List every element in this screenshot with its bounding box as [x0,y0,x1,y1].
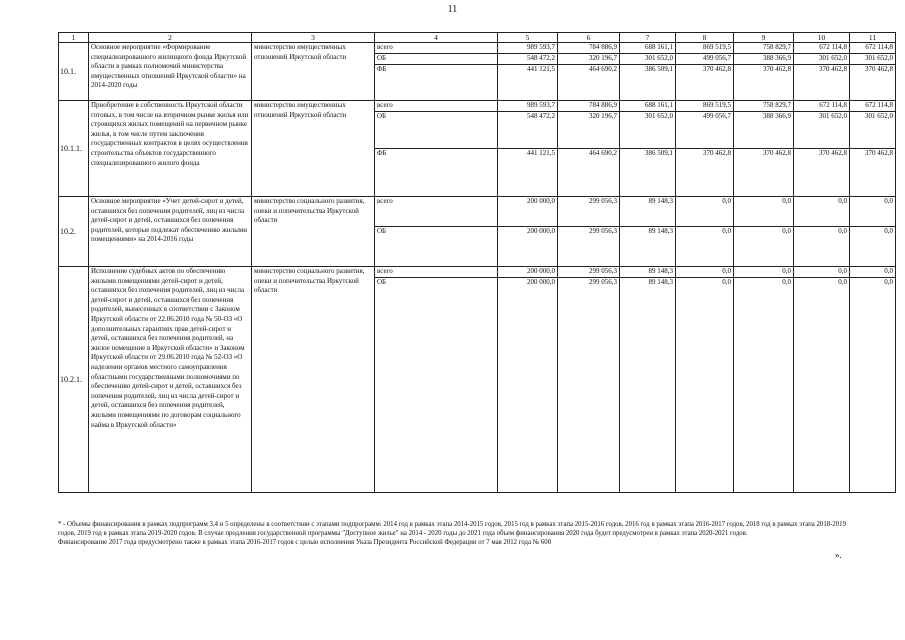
value-cell: 200 000,0 [498,277,558,492]
item-executor: министерство социального развития, опеки и попечительства Иркутской области [252,267,375,493]
header-cell: 3 [252,33,375,43]
funding-source: ФБ [375,65,498,101]
funding-source: всего [375,101,498,112]
value-cell: 499 056,7 [676,112,734,149]
header-cell: 6 [558,33,620,43]
value-cell: 320 196,7 [558,54,620,65]
value-cell: 672 114,8 [794,101,850,112]
value-cell: 688 161,1 [620,101,676,112]
funding-source: всего [375,267,498,278]
value-cell: 388 366,9 [734,112,794,149]
value-cell: 0,0 [676,267,734,278]
header-cell: 2 [89,33,252,43]
value-cell: 0,0 [794,277,850,492]
table-row [59,101,896,112]
table-row [59,267,896,278]
value-cell: 301 652,0 [620,112,676,149]
funding-table [58,32,896,493]
value-cell: 370 462,8 [734,65,794,101]
value-cell: 0,0 [676,277,734,492]
value-cell: 672 114,8 [850,101,896,112]
header-cell: 7 [620,33,676,43]
value-cell: 370 462,8 [676,65,734,101]
value-cell: 869 519,5 [676,101,734,112]
value-cell: 200 000,0 [498,267,558,278]
value-cell: 89 148,3 [620,267,676,278]
value-cell: 386 509,1 [620,149,676,197]
header-cell: 10 [794,33,850,43]
value-cell: 301 652,0 [794,112,850,149]
funding-source: всего [375,197,498,227]
header-cell: 1 [59,33,89,43]
header-cell: 8 [676,33,734,43]
funding-source: ОБ [375,112,498,149]
header-cell: 11 [850,33,896,43]
footnote-decree: Финансирование 2017 года предусмотрено также в рамках этапа 2016-2017 годов с целью исполнения Указа Президента Российской Федерации от 7 мая 2012 года № 600 [58,539,552,546]
value-cell: 0,0 [734,267,794,278]
item-executor: министерство имущественных отношений Иркутской области [252,43,375,101]
value-cell: 0,0 [850,227,896,267]
value-cell: 320 196,7 [558,112,620,149]
header-row [59,33,896,43]
item-number: 10.2.1. [59,267,89,493]
value-cell: 758 829,7 [734,43,794,54]
item-description: Основное мероприятие «Учет детей-сирот и детей, оставшихся без попечения родителей, лиц из числа детей-сирот и детей, оставшихся без попечения родителей, которые подлежат обеспечению жилыми помещениями» на 2014-2016 годы [89,197,252,267]
value-cell: 0,0 [734,277,794,492]
funding-source: всего [375,43,498,54]
value-cell: 0,0 [676,197,734,227]
value-cell: 441 121,5 [498,149,558,197]
value-cell: 370 462,8 [850,149,896,197]
header-cell: 5 [498,33,558,43]
closing-quote-mark: ». [835,550,842,560]
header-cell: 4 [375,33,498,43]
value-cell: 89 148,3 [620,197,676,227]
value-cell: 784 886,9 [558,43,620,54]
value-cell: 370 462,8 [794,149,850,197]
value-cell: 89 148,3 [620,277,676,492]
header-cell: 9 [734,33,794,43]
item-executor: министерство социального развития, опеки и попечительства Иркутской области [252,197,375,267]
value-cell: 688 161,1 [620,43,676,54]
value-cell: 0,0 [734,197,794,227]
value-cell: 989 593,7 [498,43,558,54]
value-cell: 0,0 [850,277,896,492]
funding-source: ОБ [375,54,498,65]
page-number: 11 [447,4,458,15]
value-cell: 989 593,7 [498,101,558,112]
item-number: 10.2. [59,197,89,267]
funding-source: ОБ [375,277,498,492]
value-cell: 0,0 [676,227,734,267]
value-cell: 672 114,8 [794,43,850,54]
value-cell: 388 366,9 [734,54,794,65]
value-cell: 301 652,0 [620,54,676,65]
item-number: 10.1. [59,43,89,101]
value-cell: 0,0 [850,197,896,227]
value-cell: 299 056,3 [558,277,620,492]
value-cell: 548 472,2 [498,112,558,149]
value-cell: 200 000,0 [498,197,558,227]
footnotes [58,520,858,547]
value-cell: 299 056,3 [558,267,620,278]
value-cell: 200 000,0 [498,227,558,267]
item-description: Приобретение в собственность Иркутской области готовых, в том числе на вторичном рынке жилья или строящихся жилых помещений на первичном рынке жилья, в том числе путем заключения государственных контрактов в целях осуществления строительства объектов государственного специализированного жилого фонда [89,101,252,197]
item-number: 10.1.1. [59,101,89,197]
value-cell: 301 652,0 [850,54,896,65]
table-row [59,197,896,227]
value-cell: 0,0 [850,267,896,278]
value-cell: 548 472,2 [498,54,558,65]
value-cell: 499 056,7 [676,54,734,65]
value-cell: 299 056,3 [558,227,620,267]
value-cell: 672 114,8 [850,43,896,54]
value-cell: 89 148,3 [620,227,676,267]
value-cell: 0,0 [794,267,850,278]
value-cell: 784 886,9 [558,101,620,112]
value-cell: 386 509,1 [620,65,676,101]
value-cell: 0,0 [794,197,850,227]
funding-source: ФБ [375,149,498,197]
value-cell: 370 462,8 [850,65,896,101]
value-cell: 370 462,8 [734,149,794,197]
funding-source: ОБ [375,227,498,267]
item-executor: министерство имущественных отношений Иркутской области [252,101,375,197]
value-cell: 299 056,3 [558,197,620,227]
value-cell: 441 121,5 [498,65,558,101]
value-cell: 0,0 [734,227,794,267]
item-description: Исполнение судебных актов по обеспечению жилыми помещениями детей-сирот и детей, оставшихся без попечения родителей, лиц из числа детей-сирот и детей, оставшихся без попечения родителей, вынесенных в соответствии с Законом Иркутской области от 22.06.2010 года № 50-ОЗ «О дополнительных гарантиях прав детей-сирот и детей, оставшихся без попечения родителей, на жилое помещение в Иркутской области» и Законом Иркутской области от 29.06.2010 года № 52-ОЗ «О наделении органов местного самоуправления областными государственными полномочиями по обеспечению детей-сирот и детей, оставшихся без попечения родителей, лиц из числа детей-сирот и детей, оставшихся без попечения родителей, жилыми помещениями по договорам социального найма в Иркутской области» [89,267,252,493]
table-row [59,43,896,54]
value-cell: 370 462,8 [676,149,734,197]
footnote-stages: * - Объемы финансирования в рамках подпрограмм 3,4 и 5 определены в соответствии с этапами подпрограмм: 2014 год в рамках этапа 2014-2015 годов, 2015 год в рамках этапа 2015-2016 годов, 2016 год в рамках этапа 2016-2017 годов, 2018 год в рамках этапа 2018-2019 годов, 2019 год в рамках этапа 2019-2020 годов. В случае продления государственной программы "Доступное жилье" на 2014 - 2020 годы до 2021 года объем финансирования 2020 года будет предусмотрен в рамках этапа 2020-2021 годов. [58,521,846,537]
value-cell: 370 462,8 [794,65,850,101]
value-cell: 301 652,0 [794,54,850,65]
value-cell: 464 690,2 [558,149,620,197]
value-cell: 464 690,2 [558,65,620,101]
value-cell: 869 519,5 [676,43,734,54]
value-cell: 301 652,0 [850,112,896,149]
value-cell: 0,0 [794,227,850,267]
item-description: Основное мероприятие «Формирование специализированного жилищного фонда Иркутской области в рамках полномочий министерства имущественных отношений Иркутской области» на 2014-2020 годы [89,43,252,101]
value-cell: 758 829,7 [734,101,794,112]
